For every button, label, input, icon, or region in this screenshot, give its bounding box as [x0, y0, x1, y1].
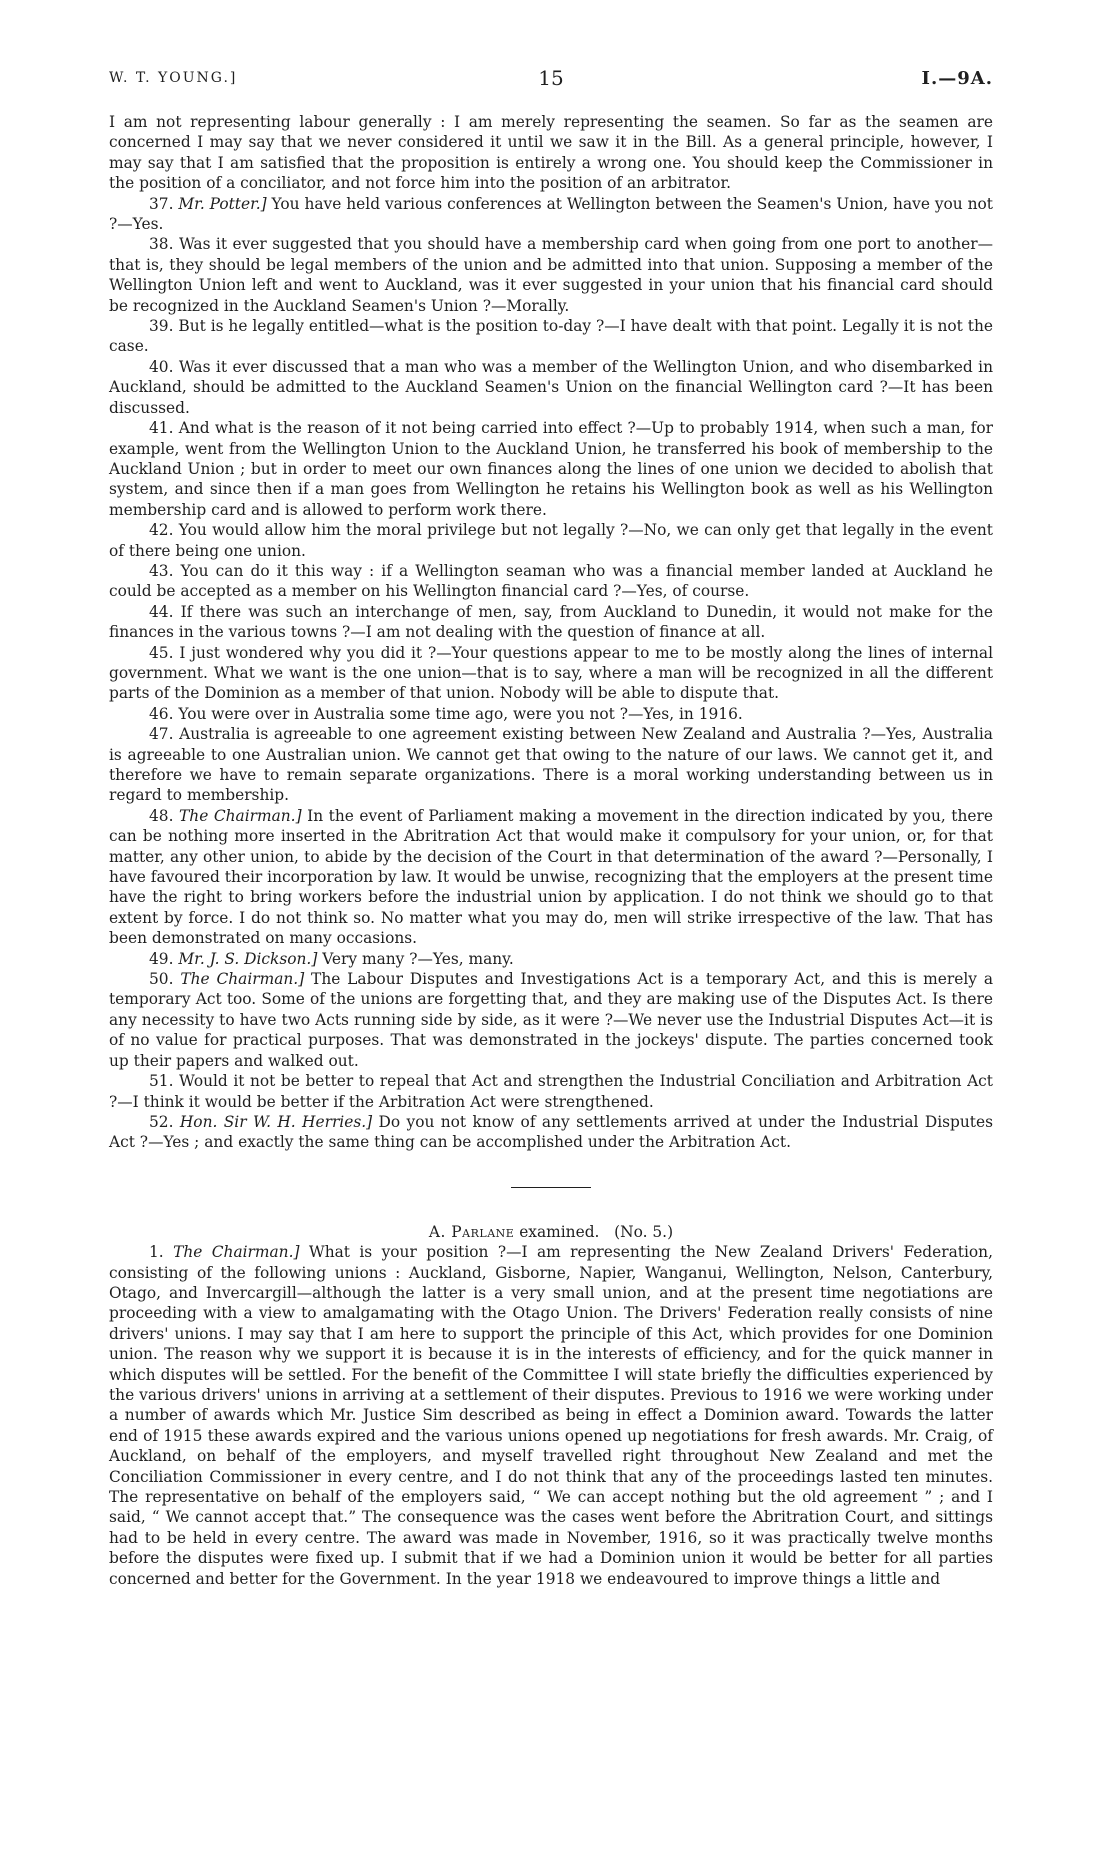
question-39: [109, 316, 993, 357]
question-text: You were over in Australia some time ago, were you not ?—Yes, in 1916.: [178, 704, 743, 723]
question-37: [109, 194, 993, 235]
question-49: [109, 949, 993, 969]
question-number: 46.: [149, 704, 174, 723]
question-text: In the event of Parliament making a movement in the direction indicated by you, there can be nothing more inserted in the Abritration Act that would make it compulsory for your union, or, for that matter, any other union, to abide by the decision of the Court in that determination of the award ?—Personally, I have favoured their incorporation by law. It would be unwise, recognizing that the employers at the present time have the right to bring workers before the industrial union by application. I do not think we should go to that extent by force. I do not think so. No matter what you may do, men will strike irrespective of the law. That has been demonstrated on many occasions.: [109, 806, 993, 948]
question-52: [109, 1112, 993, 1153]
question-number: 1.: [149, 1243, 164, 1262]
question-number: 45.: [149, 643, 174, 662]
question-text: But is he legally entitled—what is the position to-day ?—I have dealt with that point. Legally it is not the case.: [109, 317, 993, 356]
question-45: [109, 643, 993, 704]
witness-number: (No. 5.): [614, 1222, 674, 1241]
question-number: 49.: [149, 949, 174, 968]
paragraph: [109, 112, 993, 194]
speaker-name: The Chairman.]: [180, 970, 305, 989]
question-text: And what is the reason of it not being carried into effect ?—Up to probably 1914, when such a man, for example, went from the Wellington Union to the Auckland Union, he transferred his book of membership to the Auckland Union ; but in order to meet our own finances along the lines of one union we decided to abolish that system, and since then if a man goes from Wellington he retains his Wellington book as well as his Wellington membership card and is allowed to perform work there.: [109, 419, 993, 519]
page-number: 15: [538, 66, 564, 90]
section-divider: [511, 1187, 591, 1188]
question-number: 37.: [149, 194, 174, 213]
question-43: [109, 561, 993, 602]
question-text: What is your position ?—I am representing the New Zealand Drivers' Federation, consisting of the following unions : Auckland, Gisborne, Napier, Wanganui, Wellington, Nelson, Canterbury, Otago, and Invercargill—although the latter is a very small union, and at the present time negotiations are proceeding with a view to amalgamating with the Otago Union. The Drivers' Federation really consists of nine drivers' unions. I may say that I am here to support the principle of this Act, which provides for one Dominion union. The reason why we support it is because it is in the interests of efficiency, and for the quick manner in which disputes will be settled. For the benefit of the Committee I will state briefly the difficulties experienced by the various drivers' unions in arriving at a settlement of their disputes. Previous to 1916 we were working under a number of awards which Mr. Justice Sim described as being in effect a Dominion award. Towards the latter end of 1915 these awards expired and the various unions opened up negotiations for fresh awards. Mr. Craig, of Auckland, on behalf of the employers, and myself travelled right throughout New Zealand and met the Conciliation Commissioner in every centre, and I do not think that any of the proceedings lasted ten minutes. The representative on behalf of the employers said, “ We can accept nothing but the old agreement ” ; and I said, “ We cannot accept that.” The consequence was the cases went before the Abritration Court, and sittings had to be held in every centre. The award was made in November, 1916, so it was practically twelve months before the disputes were fixed up. I submit that if we had a Dominion union it would be better for all parties concerned and better for the Government. In the year 1918 we endeavoured to improve things a little and: [109, 1243, 993, 1588]
speaker-name: Hon. Sir W. H. Herries.]: [179, 1112, 373, 1131]
question-47: [109, 724, 993, 806]
question-number: 39.: [149, 317, 174, 336]
witness-status: examined.: [519, 1222, 600, 1241]
question-text: Very many ?—Yes, many.: [317, 949, 514, 968]
question-text: Was it ever suggested that you should have a membership card when going from one port to another—that is, they should be legal members of the union and be admitted into that union. Supposing a member of the Wellington Union left and went to Auckland, was it ever suggested in your union that his financial card should be recognized in the Auckland Seamen's Union ?—Morally.: [109, 235, 993, 315]
question-41: [109, 418, 993, 520]
question-number: 41.: [149, 419, 174, 438]
section-title: [109, 1222, 993, 1242]
question-50: [109, 969, 993, 1071]
question-text: I just wondered why you did it ?—Your questions appear to me to be mostly along the lines of internal government. What we want is the one union—that is to say, where a man will be recognized in all the different parts of the Dominion as a member of that union. Nobody will be able to dispute that.: [109, 643, 993, 703]
document-reference: I.—9A.: [921, 68, 993, 89]
question-48: [109, 806, 993, 949]
speaker-name: The Chairman.]: [179, 806, 302, 825]
question-number: 50.: [149, 970, 174, 989]
document-body: [109, 112, 993, 1589]
question-text: The Labour Disputes and Investigations Act is a temporary Act, and this is merely a temporary Act too. Some of the unions are forgetting that, and they are making use of the Disputes Act. Is there any necessity to have two Acts running side by side, as it were ?—We never use the Industrial Disputes Act—it is of no value for practical purposes. That was demonstrated in the jockeys' dispute. The parties concerned took up their papers and walked out.: [109, 970, 993, 1070]
question-51: [109, 1071, 993, 1112]
question-number: 51.: [149, 1072, 174, 1091]
question-text: Australia is agreeable to one agreement existing between New Zealand and Australia ?—Yes, Australia is agreeable to one Australian union. We cannot get that owing to the nature of our laws. We cannot get it, and therefore we have to remain separate organizations. There is a moral working understanding between us in regard to membership.: [109, 725, 993, 805]
question-1: [109, 1242, 993, 1589]
speaker-name: The Chairman.]: [173, 1243, 300, 1262]
paragraph-text: I am not representing labour generally : I am merely representing the seamen. So far as the seamen are concerned I may say that we never considered it until we saw it in the Bill. As a general principle, however, I may say that I am satisfied that the proposition is entirely a wrong one. You should keep the Commissioner in the position of a conciliator, and not force him into the position of an arbitrator.: [109, 113, 993, 193]
question-number: 38.: [149, 235, 174, 254]
question-number: 43.: [149, 561, 174, 580]
question-text: Do you not know of any settlements arrived at under the Industrial Disputes Act ?—Yes ; and exactly the same thing can be accomplished under the Arbitration Act.: [109, 1112, 993, 1152]
question-number: 42.: [149, 521, 174, 540]
question-38: [109, 234, 993, 316]
question-42: [109, 520, 993, 561]
question-number: 48.: [149, 806, 174, 825]
question-text: You would allow him the moral privilege but not legally ?—No, we can only get that legally in the event of there being one union.: [109, 521, 993, 560]
speaker-name: Mr. J. S. Dickson.]: [178, 949, 318, 968]
question-text: Was it ever discussed that a man who was a member of the Wellington Union, and who disembarked in Auckland, should be admitted to the Auckland Seamen's Union on the financial Wellington card ?—It has been discussed.: [109, 357, 993, 417]
question-40: [109, 357, 993, 418]
question-number: 47.: [149, 725, 174, 744]
question-number: 44.: [149, 602, 174, 621]
question-number: 40.: [149, 357, 174, 376]
question-46: [109, 704, 993, 724]
question-text: If there was such an interchange of men, say, from Auckland to Dunedin, it would not make for the finances in the various towns ?—I am not dealing with the question of finance at all.: [109, 602, 993, 642]
question-number: 52.: [149, 1112, 174, 1131]
question-text: You can do it this way : if a Wellington seaman who was a financial member landed at Auckland he could be accepted as a member on his Wellington financial card ?—Yes, of course.: [109, 561, 993, 601]
speaker-name: Mr. Potter.]: [178, 194, 267, 213]
witness-name: A. Parlane: [428, 1222, 515, 1241]
question-text: Would it not be better to repeal that Act and strengthen the Industrial Conciliation and Arbitration Act ?—I think it would be better if the Arbitration Act were strengthened.: [109, 1072, 993, 1111]
question-44: [109, 602, 993, 643]
page-header: [109, 66, 993, 96]
question-text: You have held various conferences at Wellington between the Seamen's Union, have you not ?—Yes.: [109, 194, 993, 234]
header-witness-name: W. T. YOUNG.]: [109, 70, 238, 86]
